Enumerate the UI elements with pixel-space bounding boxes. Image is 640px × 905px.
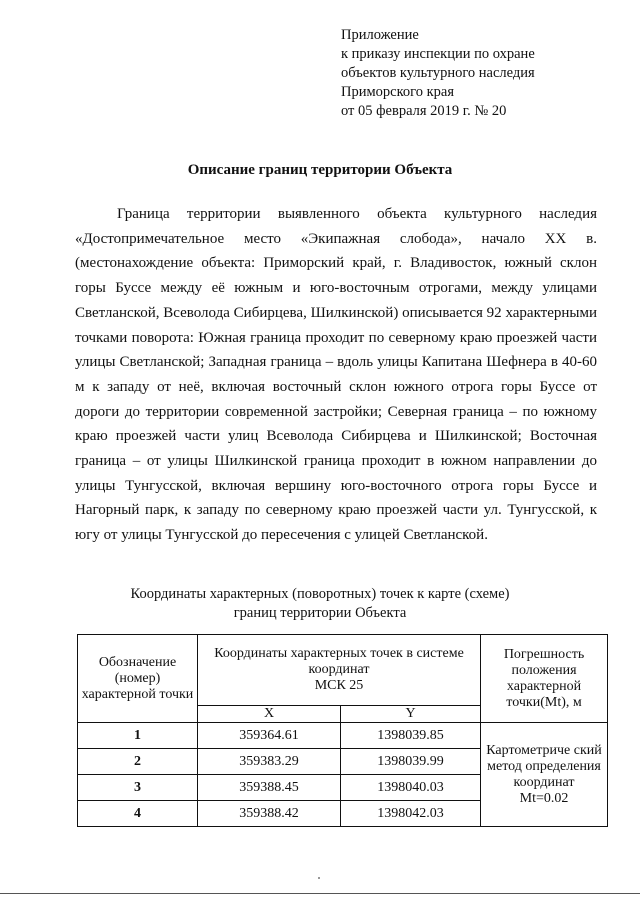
header-line: Приморского края xyxy=(341,84,455,100)
document-title: Описание границ территории Объекта xyxy=(187,162,453,178)
x-value: 359364.61 xyxy=(198,723,341,749)
table-header-row xyxy=(78,635,608,706)
y-value: 1398040.03 xyxy=(341,775,481,801)
table-caption-line1: Координаты характерных (поворотных) точек к карте (схеме) xyxy=(130,586,510,602)
header-line: Приложение xyxy=(341,27,419,43)
accuracy-method: Картометриче ский метод определения координат xyxy=(486,742,602,790)
y-value: 1398039.85 xyxy=(341,723,481,749)
header-y: Y xyxy=(341,706,481,723)
point-number: 2 xyxy=(78,749,198,775)
boundary-description: Граница территории выявленного объекта культурного наследия «Достопримечательное место «Экипажная слобода», начало XX в. (местонахождение объекта: Приморский край, г. Владивосток, южный склон горы Буссе между её южным и юго-восточным отрогами, между улицами Светланской, Всеволода Сибирцева, Шилкинской) описывается 92 характерными точками поворота: Южная граница проходит по северному краю проезжей части улицы Светланской; Западная граница – вдоль улицы Капитана Шефнера в 40-60 м к западу от неё, включая восточный склон южного отрога горы Буссе от дороги до территории современной застройки; Северная граница – по южному краю проезжей части улиц Всеволода Сибирцева и Шилкинской; Восточная граница – от улицы Шилкинской граница проходит в южном направлении до улицы Тунгусской, включая вершину юго-восточного отрога горы Буссе и Нагорный парк, к западу по северному краю проезжей части ул. Тунгусской, к югу от улицы Тунгусской до пересечения с улицей Светланской. xyxy=(75,206,597,544)
point-number: 1 xyxy=(78,723,198,749)
header-coordinate-system: МСК 25 xyxy=(314,678,364,693)
scan-edge-line xyxy=(0,893,640,894)
accuracy-value: Mt=0.02 xyxy=(519,790,569,806)
header-coordinates xyxy=(198,635,481,706)
point-number: 4 xyxy=(78,801,198,827)
header-accuracy: Погрешность положения характерной точки(Mt), м xyxy=(481,635,608,723)
table-row xyxy=(78,723,608,749)
x-value: 359388.42 xyxy=(198,801,341,827)
coordinates-table xyxy=(77,634,608,827)
header-line: к приказу инспекции по охране xyxy=(341,46,535,62)
x-value: 359383.29 xyxy=(198,749,341,775)
header-point-id: Обозначение (номер) характерной точки xyxy=(78,635,198,723)
table-caption xyxy=(0,585,640,623)
header-coordinates-text: Координаты характерных точек в системе координат xyxy=(214,646,464,677)
appendix-header xyxy=(341,26,611,121)
table-caption-line2: границ территории Объекта xyxy=(233,605,407,621)
y-value: 1398042.03 xyxy=(341,801,481,827)
accuracy-cell xyxy=(481,723,608,827)
header-x: X xyxy=(198,706,341,723)
scan-speck xyxy=(318,877,320,879)
header-line: объектов культурного наследия xyxy=(341,65,535,81)
x-value: 359388.45 xyxy=(198,775,341,801)
point-number: 3 xyxy=(78,775,198,801)
y-value: 1398039.99 xyxy=(341,749,481,775)
header-line: от 05 февраля 2019 г. № 20 xyxy=(341,103,507,119)
